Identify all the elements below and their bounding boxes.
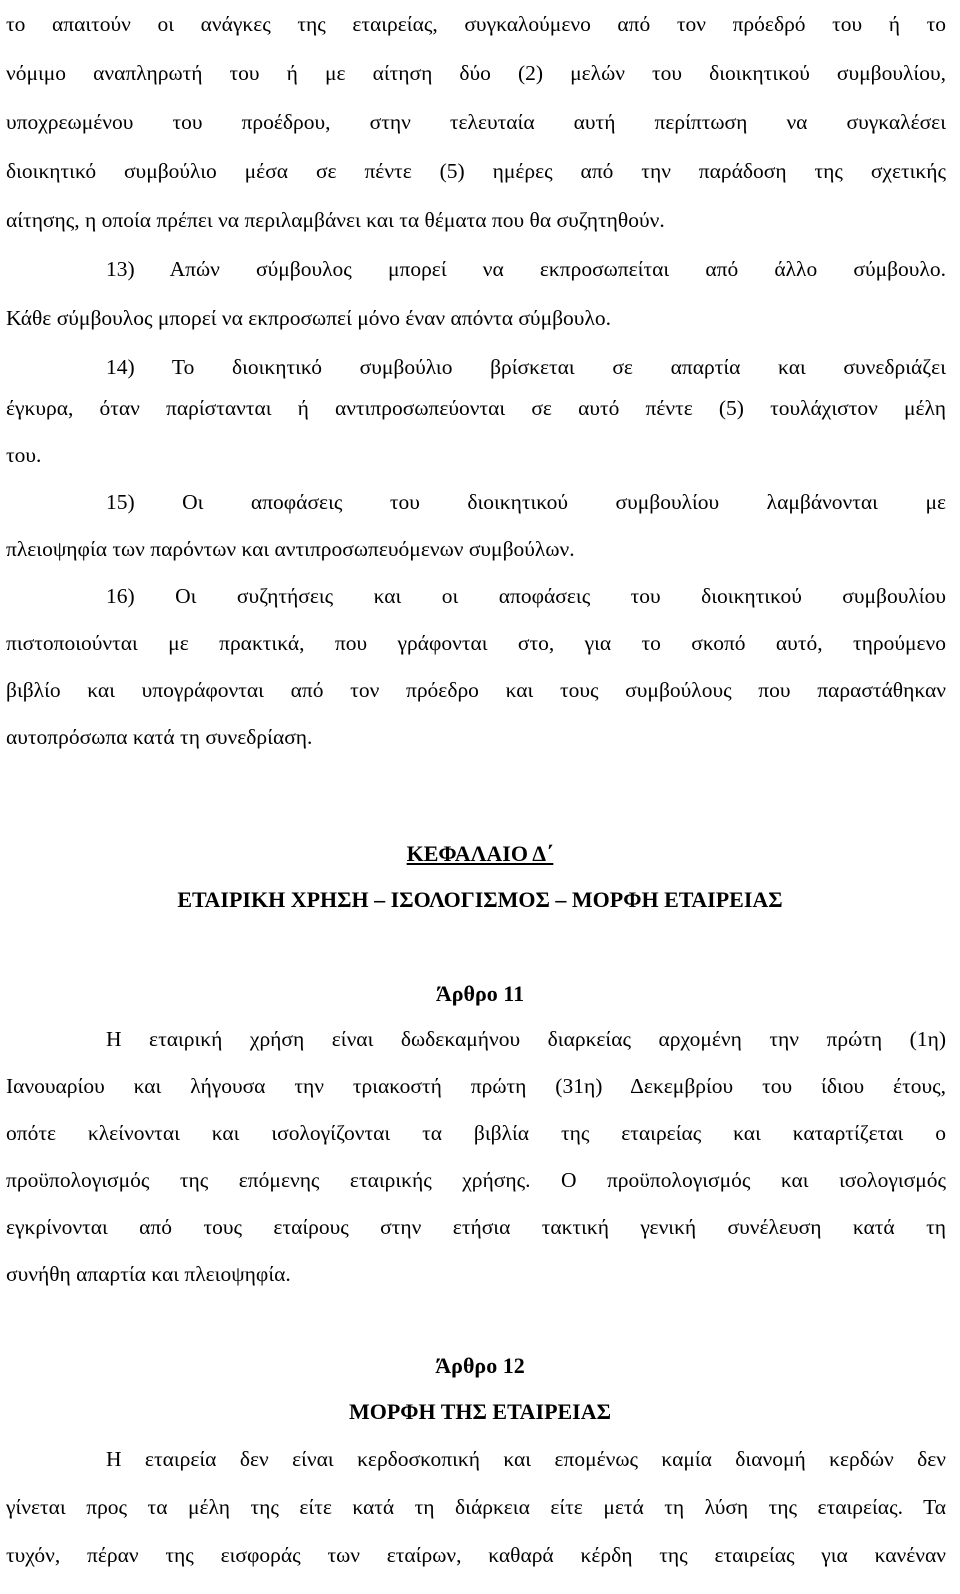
item-16-line: 16) Οι συζητήσεις και οι αποφάσεις του διοικητικού συμβουλίου [106,584,946,608]
item-15-line: πλειοψηφία των παρόντων και αντιπροσωπευόμενων συμβούλων. [6,537,575,561]
item-16-line: πιστοποιούνται με πρακτικά, που γράφονται στο, για το σκοπό αυτό, τηρούμενο [6,631,946,655]
item-16-line: αυτοπρόσωπα κατά τη συνεδρίαση. [6,725,313,749]
article-11-line: Ιανουαρίου και λήγουσα την τριακοστή πρώτη (31η) Δεκεμβρίου του ίδιου έτους, [6,1074,946,1098]
item-14-line: του. [6,443,42,467]
article-11-line: συνήθη απαρτία και πλειοψηφία. [6,1262,291,1286]
text-line: το απαιτούν οι ανάγκες της εταιρείας, συγκαλούμενο από τον πρόεδρό του ή το [6,12,946,36]
item-13-line: Κάθε σύμβουλος μπορεί να εκπροσωπεί μόνο έναν απόντα σύμβουλο. [6,306,611,330]
item-14-line: 14) Το διοικητικό συμβούλιο βρίσκεται σε απαρτία και συνεδριάζει [106,355,946,379]
article-12-line: Η εταιρεία δεν είναι κερδοσκοπική και επομένως καμία διανομή κερδών δεν [106,1447,946,1471]
article-11-line: Η εταιρική χρήση είναι δωδεκαμήνου διαρκείας αρχομένη την πρώτη (1η) [106,1027,946,1051]
item-15-line: 15) Οι αποφάσεις του διοικητικού συμβουλίου λαμβάνονται με [106,490,946,514]
article-11-heading: Άρθρο 11 [435,981,525,1006]
item-16-line: βιβλίο και υπογράφονται από τον πρόεδρο και τους συμβούλους που παραστάθηκαν [6,678,946,702]
article-12-heading: Άρθρο 12 [435,1353,525,1378]
article-11-line: εγκρίνονται από τους εταίρους στην ετήσια τακτική γενική συνέλευση κατά τη [6,1215,946,1239]
article-11-line: προϋπολογισμός της επόμενης εταιρικής χρήσης. Ο προϋπολογισμός και ισολογισμός [6,1168,946,1192]
text-line: υποχρεωμένου του προέδρου, στην τελευταία αυτή περίπτωση να συγκαλέσει [6,110,946,134]
text-line: νόμιμο αναπληρωτή του ή με αίτηση δύο (2) μελών του διοικητικού συμβουλίου, [6,61,946,85]
item-14-line: έγκυρα, όταν παρίστανται ή αντιπροσωπεύονται σε αυτό πέντε (5) τουλάχιστον μέλη [6,396,946,420]
article-12-line: τυχόν, πέραν της εισφοράς των εταίρων, καθαρά κέρδη της εταιρείας για κανέναν [6,1543,946,1567]
article-11-line: οπότε κλείνονται και ισολογίζονται τα βιβλία της εταιρείας και καταρτίζεται ο [6,1121,946,1145]
text-line: αίτησης, η οποία πρέπει να περιλαμβάνει και τα θέματα που θα συζητηθούν. [6,208,665,232]
article-12-line: γίνεται προς τα μέλη της είτε κατά τη διάρκεια είτε μετά τη λύση της εταιρείας. Τα [6,1495,946,1519]
item-13-line: 13) Απών σύμβουλος μπορεί να εκπροσωπείται από άλλο σύμβουλο. [106,257,946,281]
chapter-subheading: ΕΤΑΙΡΙΚΗ ΧΡΗΣΗ – ΙΣΟΛΟΓΙΣΜΟΣ – ΜΟΡΦΗ ΕΤΑΙΡΕΙΑΣ [177,887,783,912]
text-line: διοικητικό συμβούλιο μέσα σε πέντε (5) ημέρες από την παράδοση της σχετικής [6,159,946,183]
chapter-heading: ΚΕΦΑΛΑΙΟ Δ΄ [406,841,554,866]
article-12-subheading: ΜΟΡΦΗ ΤΗΣ ΕΤΑΙΡΕΙΑΣ [348,1399,612,1424]
